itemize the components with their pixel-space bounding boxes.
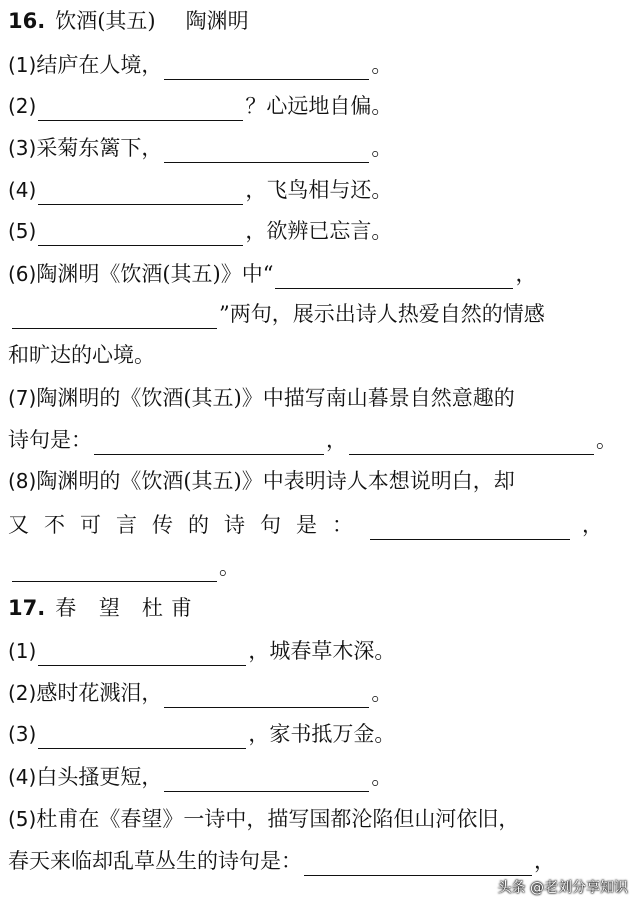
question-16-8: (8)陶渊明的《饮酒(其五)》中表明诗人本想说明白，却 bbox=[8, 469, 515, 493]
answer-blank[interactable] bbox=[38, 182, 243, 205]
answer-blank[interactable] bbox=[94, 432, 324, 455]
question-16-2: (2) ？心远地自偏。 bbox=[8, 91, 634, 121]
question-number: (3) bbox=[8, 722, 37, 746]
section-number: 17. bbox=[8, 596, 46, 620]
question-16-7: (7)陶渊明的《饮酒(其五)》中描写南山暮景自然意趣的 bbox=[8, 386, 515, 410]
question-17-5-cont: 春天来临却乱草丛生的诗句是： ， bbox=[8, 846, 634, 876]
question-16-6-cont: ”两句，展示出诗人热爱自然的情感 bbox=[8, 299, 634, 329]
question-17-2: (2)感时花溅泪， 。 bbox=[8, 678, 634, 708]
question-number: (1) bbox=[8, 639, 37, 663]
watermark: 头条 @老刘分享知识 bbox=[497, 880, 628, 896]
answer-blank[interactable] bbox=[304, 853, 532, 876]
question-16-4: (4) ，飞鸟相与还。 bbox=[8, 175, 634, 205]
question-16-8-cont: 又不可言传的诗句是： ， bbox=[8, 510, 634, 540]
answer-blank[interactable] bbox=[349, 432, 594, 455]
question-16-3: (3)采菊东篱下， 。 bbox=[8, 133, 634, 163]
question-16-5: (5) ，欲辨已忘言。 bbox=[8, 216, 634, 246]
answer-blank[interactable] bbox=[370, 517, 570, 540]
answer-blank[interactable] bbox=[164, 140, 369, 163]
poem-title: 饮酒(其五) bbox=[55, 9, 156, 33]
answer-blank[interactable] bbox=[38, 223, 243, 246]
answer-blank[interactable] bbox=[275, 266, 513, 289]
question-17-3: (3) ，家书抵万金。 bbox=[8, 719, 634, 749]
answer-blank[interactable] bbox=[12, 559, 217, 582]
question-number: (8) bbox=[8, 469, 37, 493]
question-17-5: (5)杜甫在《春望》一诗中，描写国都沦陷但山河依旧， bbox=[8, 807, 520, 831]
answer-blank[interactable] bbox=[12, 306, 217, 329]
answer-blank[interactable] bbox=[164, 769, 369, 792]
question-16-6: (6)陶渊明《饮酒(其五)》中“ ， bbox=[8, 259, 634, 289]
question-number: (6) bbox=[8, 262, 37, 286]
answer-blank[interactable] bbox=[38, 726, 246, 749]
question-number: (2) bbox=[8, 94, 37, 118]
section-16-heading bbox=[8, 6, 634, 36]
question-number: (4) bbox=[8, 178, 37, 202]
answer-blank[interactable] bbox=[164, 685, 369, 708]
poem-author: 杜甫 bbox=[141, 596, 200, 620]
poem-title: 春 望 bbox=[55, 596, 128, 620]
answer-blank[interactable] bbox=[164, 57, 369, 80]
question-number: (4) bbox=[8, 765, 37, 789]
question-17-1: (1) ，城春草木深。 bbox=[8, 636, 634, 666]
poem-author: 陶渊明 bbox=[185, 9, 249, 33]
question-16-7-cont: 诗句是： ， 。 bbox=[8, 425, 634, 455]
answer-blank[interactable] bbox=[38, 98, 243, 121]
question-16-1: (1)结庐在人境， 。 bbox=[8, 50, 634, 80]
answer-blank[interactable] bbox=[38, 643, 246, 666]
question-number: (7) bbox=[8, 386, 37, 410]
section-17-heading bbox=[8, 593, 634, 623]
question-number: (3) bbox=[8, 136, 37, 160]
question-number: (5) bbox=[8, 219, 37, 243]
section-number: 16. bbox=[8, 9, 46, 33]
question-number: (1) bbox=[8, 53, 37, 77]
question-16-8-end: 。 bbox=[8, 552, 634, 582]
question-17-4: (4)白头搔更短， 。 bbox=[8, 762, 634, 792]
question-16-6-end: 和旷达的心境。 bbox=[8, 343, 155, 367]
question-number: (2) bbox=[8, 681, 37, 705]
question-number: (5) bbox=[8, 807, 37, 831]
